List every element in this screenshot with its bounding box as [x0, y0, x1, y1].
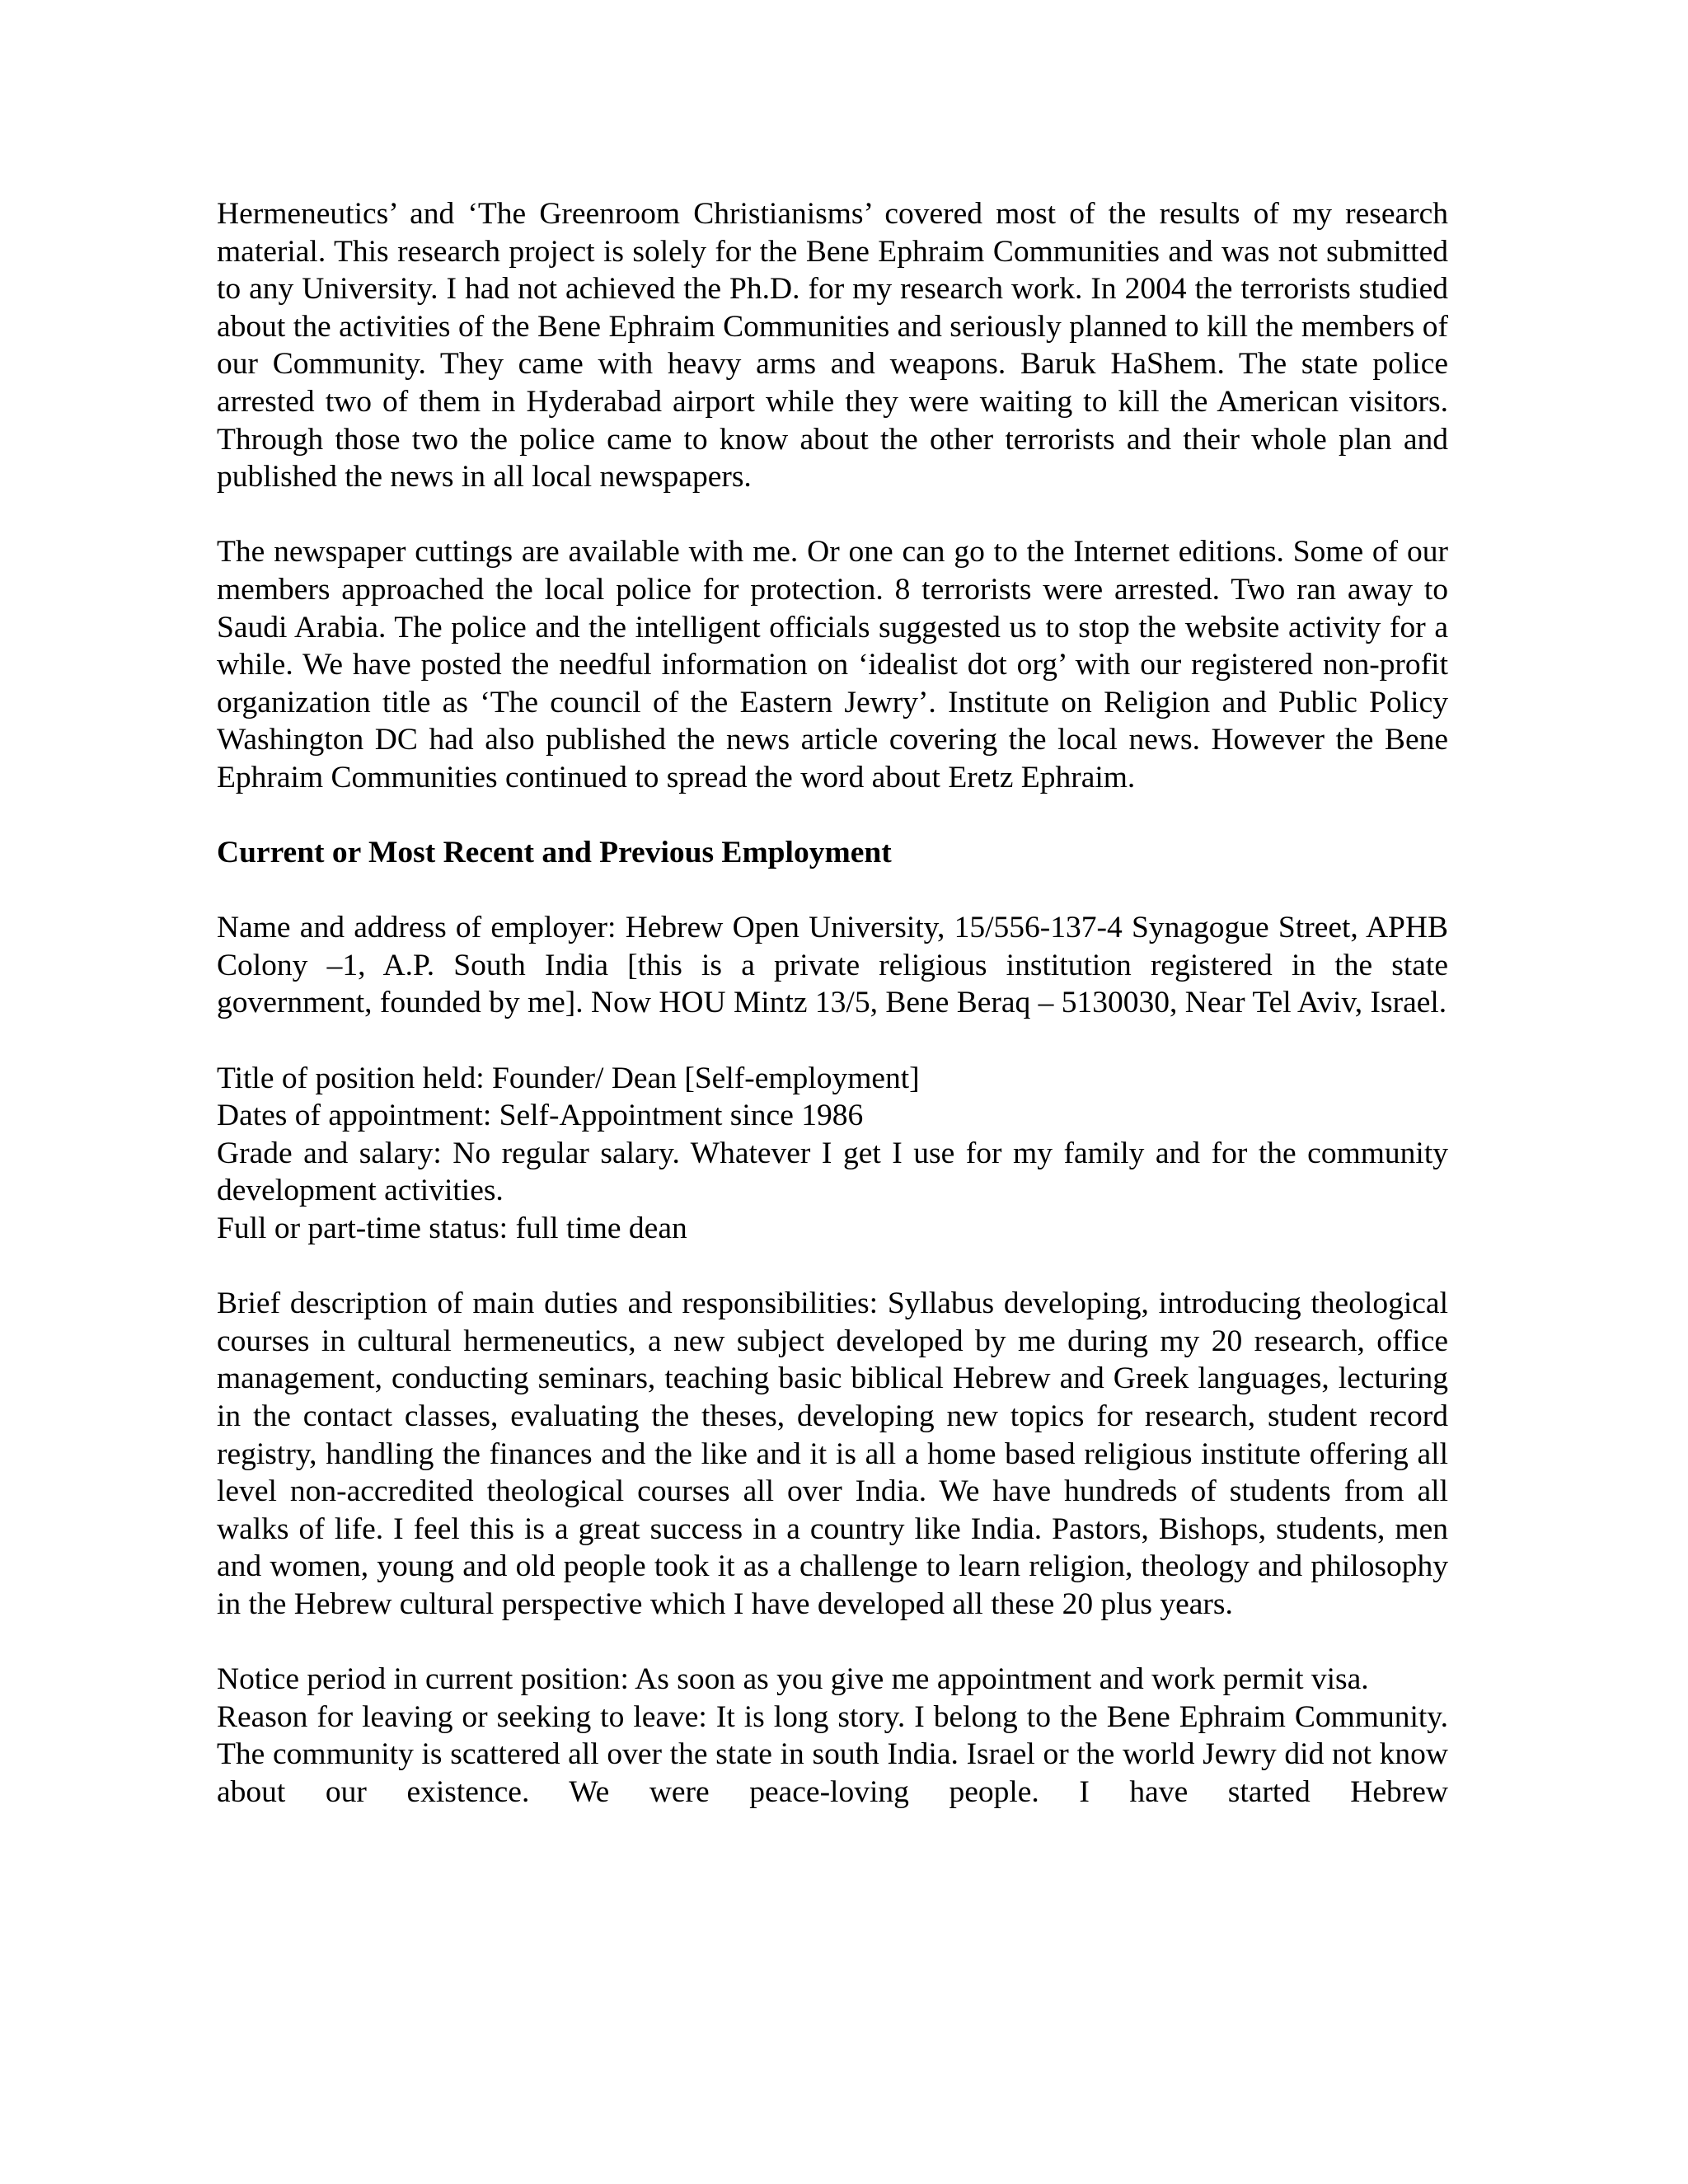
paragraph-research-and-terrorist-threat: Hermeneutics’ and ‘The Greenroom Christianisms’ covered most of the results of my research material. This research project is solely for the Bene Ephraim Communities and was not submitted to any University. I had not achieved the Ph.D. for my research work. In 2004 the terrorists studied about the activities of the Bene Ephraim Communities and seriously planned to kill the members of our Community. They came with heavy arms and weapons. Baruk HaShem. The state police arrested two of them in Hyderabad airport while they were waiting to kill the American visitors. Through those two the police came to know about the other terrorists and their whole plan and published the news in all local newspapers. [217, 197, 1448, 494]
line-notice-period: Notice period in current position: As soon as you give me appointment and work permit visa. [217, 1662, 1369, 1697]
line-position-title: Title of position held: Founder/ Dean [Self-employment] [217, 1061, 920, 1095]
line-grade-salary: Grade and salary: No regular salary. Whatever I get I use for my family and for the community development activities. [217, 1136, 1448, 1208]
paragraph-newspaper-cuttings: The newspaper cuttings are available with me. Or one can go to the Internet editions. Some of our members approached the local police for protection. 8 terrorists were arrested. Two ran away to Saudi Arabia. The police and the intelligent officials suggested us to stop the website activity for a while. We have posted the needful information on ‘idealist dot org’ with our registered non-profit organization title as ‘The council of the Eastern Jewry’. Institute on Religion and Public Policy Washington DC had also published the news article covering the local news. However the Bene Ephraim Communities continued to spread the word about Eretz Ephraim. [217, 535, 1448, 794]
line-appointment-dates: Dates of appointment: Self-Appointment since 1986 [217, 1099, 864, 1133]
paragraph-employer-address: Name and address of employer: Hebrew Open University, 15/556-137-4 Synagogue Street, APHB Colony –1, A.P. South India [this is a private religious institution registered in the state government, founded by me]. Now HOU Mintz 13/5, Bene Beraq – 5130030, Near Tel Aviv, Israel. [217, 911, 1448, 1020]
line-employment-status: Full or part-time status: full time dean [217, 1212, 687, 1246]
paragraph-reason-for-leaving: Reason for leaving or seeking to leave: It is long story. I belong to the Bene Ephraim Community. The community is scattered all over the state in south India. Israel or the world Jewry did not know about our existence. We were peace-loving people. I have started Hebrew [217, 1699, 1448, 1809]
section-heading-employment: Current or Most Recent and Previous Employment [217, 836, 892, 870]
document-page [217, 195, 1448, 1811]
paragraph-duties-responsibilities: Brief description of main duties and responsibilities: Syllabus developing, introducing theological courses in cultural hermeneutics, a new subject developed by me during my 20 research, office management, conducting seminars, teaching basic biblical Hebrew and Greek languages, lecturing in the contact classes, evaluating the theses, developing new topics for research, student record registry, handling the finances and the like and it is all a home based religious institute offering all level non-accredited theological courses all over India. We have hundreds of students from all walks of life. I feel this is a great success in a country like India. Pastors, Bishops, students, men and women, young and old people took it as a challenge to learn religion, theology and philosophy in the Hebrew cultural perspective which I have developed all these 20 plus years. [217, 1286, 1448, 1621]
